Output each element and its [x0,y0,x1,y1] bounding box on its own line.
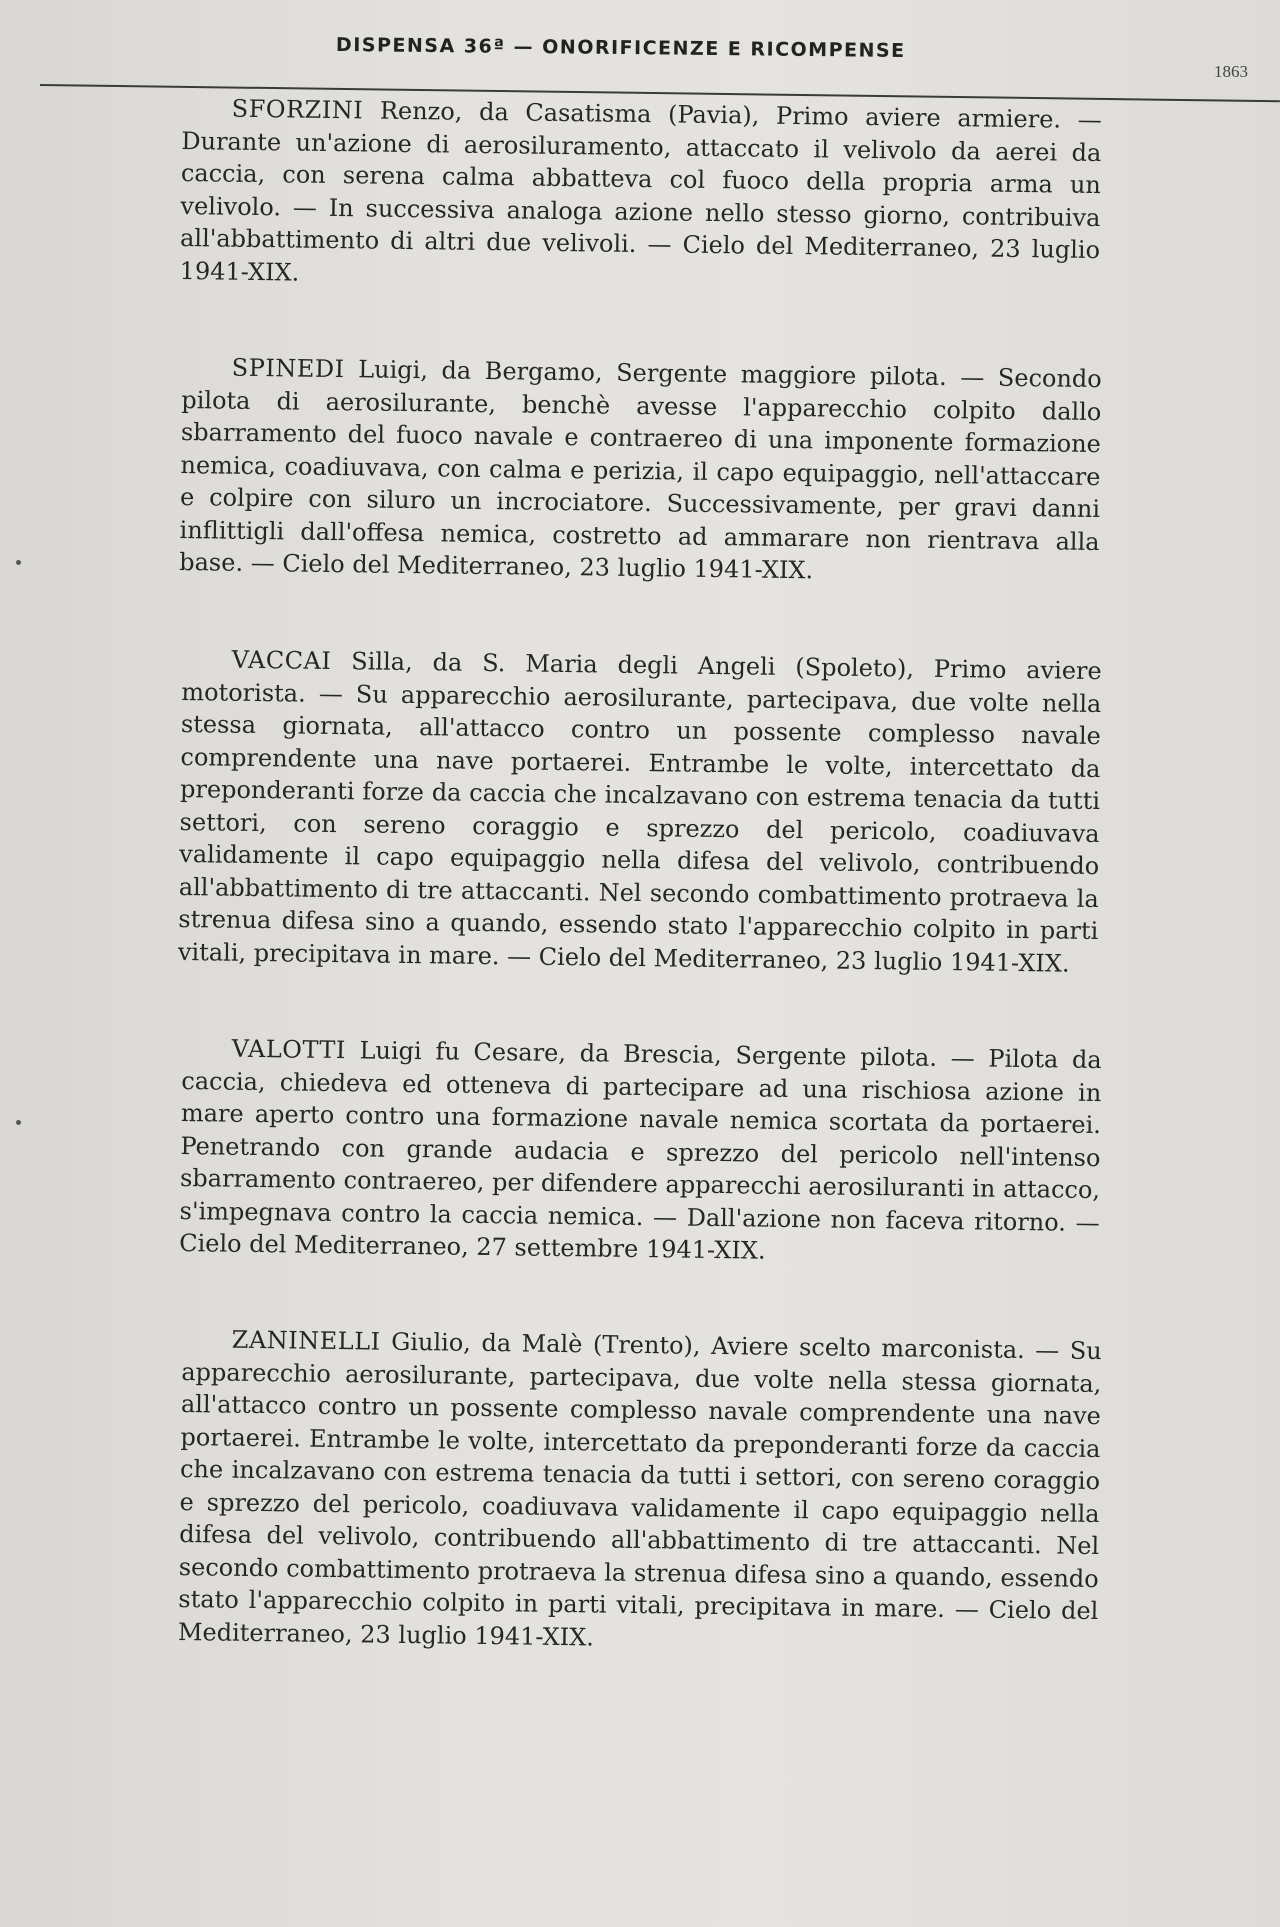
entry-text: Luigi fu Cesare, da Brescia, Sergente pilota. — Pilota da caccia, chiedeva ed otteneva di partecipare ad una rischiosa azione in mare aperto contro una formazione navale nemica scortata da portaerei. Penetrando con grande audacia e sprezzo del pericolo nell'intenso sbarramento contraereo, per difendere apparecchi aerosiluranti in attacco, s'impegnava contro la caccia nemica. — Dall'azione non faceva ritorno. — Cielo del Mediterraneo, 27 settembre 1941-XIX. [179,1035,1102,1265]
entry-text: Giulio, da Malè (Trento), Aviere scelto marconista. — Su apparecchio aerosilurante, partecipava, due volte nella stessa giornata, all'attacco contro un possente complesso navale comprendente una nave portaerei. Entrambe le volte, intercettato da preponderanti forze da caccia che incalzavano con estrema tenacia da tutti i settori, con sereno coraggio e sprezzo del pericolo, coadiuvava validamente il capo equipaggio nella difesa del velivolo, contribuendo all'abbattimento di tre attaccanti. Nel secondo combattimento protraeva la strenua difesa sino a quando, essendo stato l'apparecchio colpito in parti vitali, precipitava in mare. — Cielo del Mediterraneo, 23 luglio 1941-XIX. [177,1327,1102,1651]
page-header [0,26,1280,86]
page-number: 1863 [1214,62,1248,81]
entry-surname: VACCAI [231,645,332,675]
entry-vaccai [178,643,1102,980]
margin-mark [16,1120,21,1125]
entry-sforzini [179,92,1101,299]
entry-spinedi [179,351,1102,591]
entry-valotti [179,1032,1102,1272]
entry-text: Renzo, da Casatisma (Pavia), Primo aviere armiere. — Durante un'azione di aerosiluramento, attaccato il velivolo da aerei da caccia, con serena calma abbatteva col fuoco della propria arma un velivolo. — In successiva analoga azione nello stesso giorno, contribuiva all'abbattimento di altri due velivoli. — Cielo del Mediterraneo, 23 luglio 1941-XIX. [179,96,1102,287]
entry-surname: ZANINELLI [231,1325,381,1356]
entry-text: Silla, da S. Maria degli Angeli (Spoleto), Primo aviere motorista. — Su apparecchio aerosilurante, partecipava, due volte nella stessa giornata, all'attacco contro un possente complesso navale comprendente una nave portaerei. Entrambe le volte, intercettato da preponderanti forze da caccia che incalzavano con estrema tenacia da tutti settori, con sereno coraggio e sprezzo del pericolo, coadiuvava validamente il capo equipaggio nella difesa del velivolo, contribuendo all'abbattimento di tre attaccanti. Nel secondo combattimento protraeva la strenua difesa sino a quando, essendo stato l'apparecchio colpito in parti vitali, precipitava in mare. — Cielo del Mediterraneo, 23 luglio 1941-XIX. [177,646,1102,977]
margin-mark [16,560,21,565]
running-title: DISPENSA 36ª — ONORIFICENZE E RICOMPENSE [335,34,906,62]
entry-surname: SPINEDI [231,353,345,384]
content [177,92,1102,1712]
entry-surname: VALOTTI [231,1034,347,1064]
entry-surname: SFORZINI [231,94,364,125]
entry-zaninelli [178,1323,1102,1660]
entry-text: Luigi, da Bergamo, Sergente maggiore pilota. — Secondo pilota di aerosilurante, benchè avesse l'apparecchio colpito dallo sbarramento del fuoco navale e contraereo di una imponente formazione nemica, coadiuvava, con calma e perizia, il capo equipaggio, nell'attaccare e colpire con siluro un incrociatore. Successivamente, per gravi danni inflittigli dall'offesa nemica, costretto ad ammarare non rientrava alla base. — Cielo del Mediterraneo, 23 luglio 1941-XIX. [179,355,1102,585]
